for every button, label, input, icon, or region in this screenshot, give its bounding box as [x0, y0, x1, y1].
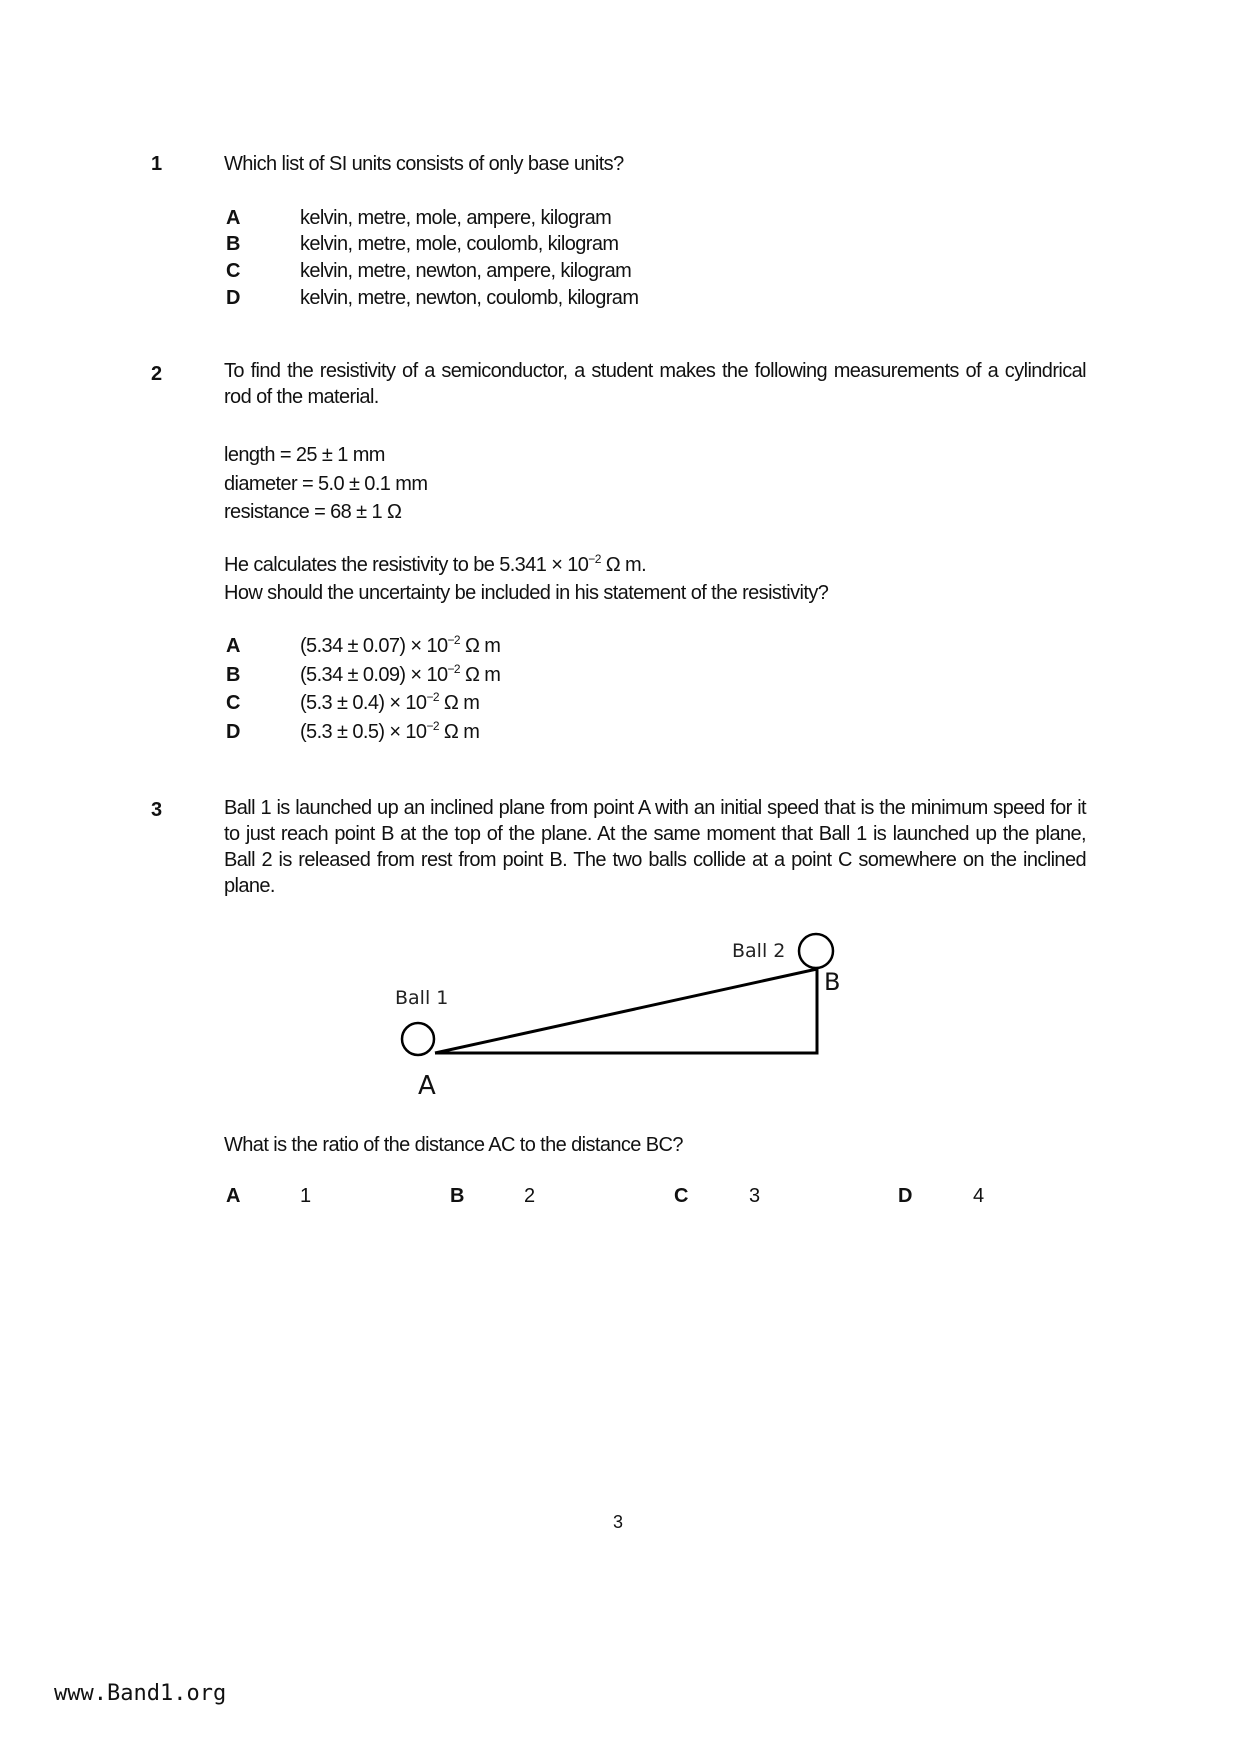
measurement-diameter: diameter = 5.0 ± 0.1 mm: [224, 473, 428, 495]
option-letter: D: [226, 721, 240, 743]
option-text: 2: [524, 1185, 535, 1207]
option-letter: B: [450, 1185, 464, 1207]
option-post: Ω m: [438, 721, 480, 743]
option-post: Ω m: [460, 664, 501, 686]
option-pre: (5.3 ± 0.4) × 10: [300, 692, 427, 714]
calc-exponent: −2: [588, 552, 601, 566]
option-pre: (5.3 ± 0.5) × 10: [300, 721, 427, 743]
option-letter: A: [226, 207, 240, 229]
option-exp: −2: [426, 719, 439, 733]
option-exp: −2: [426, 690, 439, 704]
option-text: 3: [749, 1185, 760, 1207]
option-letter: B: [226, 233, 240, 255]
point-b-label: B: [824, 968, 841, 996]
ball-1-label: Ball 1: [395, 987, 449, 1009]
option-pre: (5.34 ± 0.09) × 10: [300, 664, 448, 686]
option-pre: (5.34 ± 0.07) × 10: [300, 635, 448, 657]
option-text: kelvin, metre, mole, coulomb, kilogram: [300, 233, 619, 255]
option-letter: D: [898, 1185, 912, 1207]
option-post: Ω m: [460, 635, 501, 657]
ball-1-circle: [402, 1023, 434, 1055]
option-exp: −2: [447, 633, 460, 647]
ball-2-circle: [799, 934, 833, 968]
option-text: 4: [973, 1185, 984, 1207]
point-a-label: A: [418, 1071, 436, 1101]
question-3-prompt: What is the ratio of the distance AC to the distance BC?: [224, 1134, 683, 1156]
option-letter: C: [226, 260, 240, 282]
question-number-3: 3: [151, 799, 162, 821]
option-letter: B: [226, 664, 240, 686]
option-exp: −2: [447, 662, 460, 676]
option-text: kelvin, metre, mole, ampere, kilogram: [300, 207, 612, 229]
inclined-plane: [435, 969, 817, 1053]
ball-2-label: Ball 2: [732, 940, 786, 962]
footer-watermark: www.Band1.org: [54, 1681, 227, 1706]
option-letter: D: [226, 287, 240, 309]
option-letter: A: [226, 635, 240, 657]
question-1-text: Which list of SI units consists of only base units?: [224, 153, 624, 175]
option-text: kelvin, metre, newton, coulomb, kilogram: [300, 287, 639, 309]
page-number: 3: [613, 1512, 623, 1532]
question-number-1: 1: [151, 153, 162, 175]
question-2-text: To find the resistivity of a semiconductor, a student makes the following measurements of a cylindrical rod of the material.: [224, 360, 1086, 408]
option-text: 1: [300, 1185, 311, 1207]
question-2-prompt: How should the uncertainty be included in his statement of the resistivity?: [224, 582, 829, 604]
question-3-text: Ball 1 is launched up an inclined plane from point A with an initial speed that is the minimum speed for it to just reach point B at the top of the plane. At the same moment that Ball 1 is launched up the plane, Ball 2 is released from rest from point B. The two balls collide at a point C somewhere on the inclined plane.: [224, 797, 1086, 897]
option-post: Ω m: [438, 692, 480, 714]
measurement-resistance: resistance = 68 ± 1 Ω: [224, 501, 402, 523]
option-text: kelvin, metre, newton, ampere, kilogram: [300, 260, 632, 282]
measurement-length: length = 25 ± 1 mm: [224, 444, 385, 466]
question-number-2: 2: [151, 363, 162, 385]
calc-pre: He calculates the resistivity to be 5.341 × 10: [224, 554, 589, 576]
option-letter: A: [226, 1185, 240, 1207]
option-letter: C: [674, 1185, 688, 1207]
calc-post: Ω m.: [600, 554, 647, 576]
option-letter: C: [226, 692, 240, 714]
